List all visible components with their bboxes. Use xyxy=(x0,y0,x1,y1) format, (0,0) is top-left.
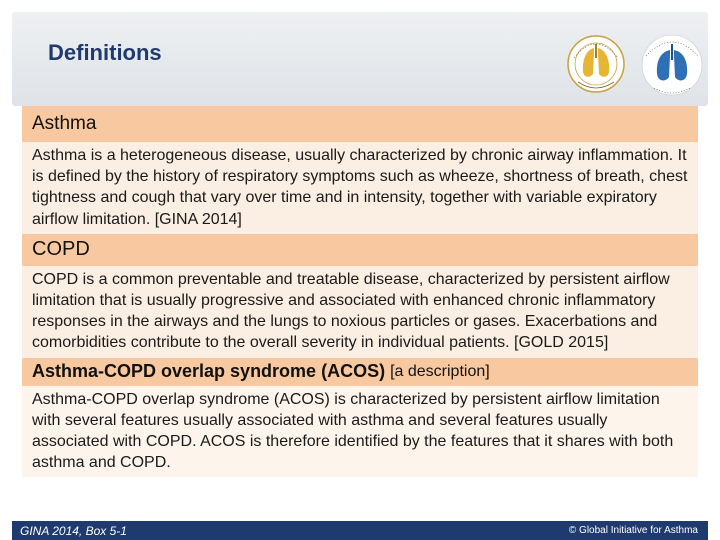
slide-footer xyxy=(12,521,708,540)
acos-definition: Asthma-COPD overlap syndrome (ACOS) is characterized by persistent airflow limitation with several features usually associated with asthma and several features usually associated with COPD. ACOS is therefore identified by the features that it shares with both asthma and COPD. xyxy=(22,386,698,478)
source-citation: GINA 2014, Box 5-1 xyxy=(20,524,127,538)
asthma-heading: Asthma xyxy=(22,106,698,142)
copyright-notice: © Global Initiative for Asthma xyxy=(568,525,698,536)
gina-lungs-logo-icon xyxy=(642,35,702,95)
acos-heading-note: [a description] xyxy=(390,362,490,380)
definitions-table xyxy=(22,106,698,477)
slide-header xyxy=(12,12,708,106)
acos-heading: Asthma-COPD overlap syndrome (ACOS) xyxy=(32,361,386,382)
asthma-definition: Asthma is a heterogeneous disease, usually characterized by chronic airway inflammation. It is defined by the history of respiratory symptoms such as wheeze, shortness of breath, chest tightness and cough that vary over time and in intensity, together with variable expiratory airflow limitation. [GINA 2014] xyxy=(22,142,698,234)
copd-heading: COPD xyxy=(22,234,698,266)
logo-group xyxy=(560,30,710,100)
copd-definition: COPD is a common preventable and treatable disease, characterized by persistent airflow limitation that is usually progressive and associated with enhanced chronic inflammatory responses in the airways and the lungs to noxious particles or gases. Exacerbations and comorbidities contribute to the overall severity in individual patients. [GOLD 2015] xyxy=(22,266,698,358)
page-title: Definitions xyxy=(48,40,162,65)
acos-heading-row xyxy=(22,358,698,386)
gold-lungs-logo-icon xyxy=(568,36,624,92)
